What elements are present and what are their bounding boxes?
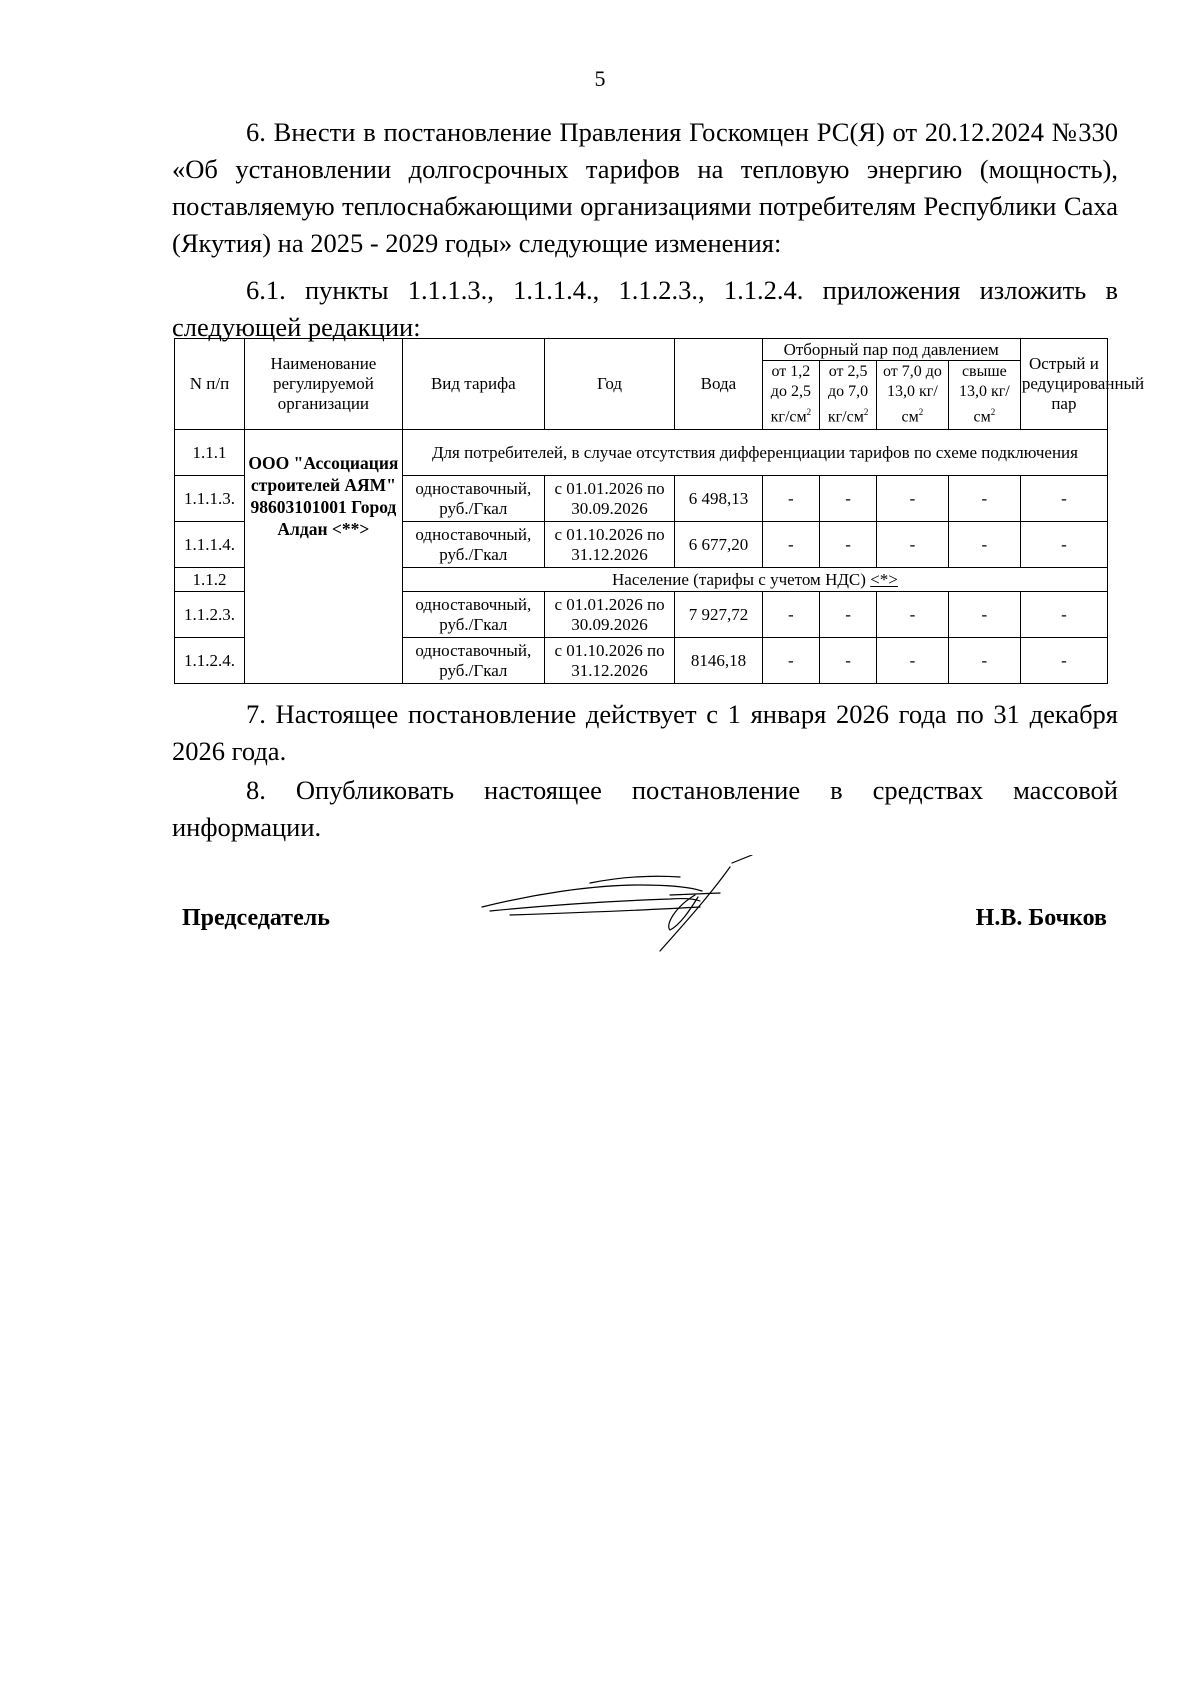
- footnote-link[interactable]: <*>: [870, 569, 898, 589]
- row-steam-3: -: [876, 522, 948, 568]
- row-num: 1.1.2.4.: [175, 638, 245, 684]
- row-num: 1.1.1.3.: [175, 476, 245, 522]
- row-steam-1: -: [762, 522, 820, 568]
- row-sharp-steam: -: [1020, 638, 1107, 684]
- section-title: Население (тарифы с учетом НДС) <*>: [402, 568, 1107, 592]
- row-steam-1: -: [762, 476, 820, 522]
- row-steam-2: -: [820, 476, 877, 522]
- row-water: 6 677,20: [675, 522, 762, 568]
- row-period: с 01.01.2026 по 30.09.2026: [544, 476, 675, 522]
- row-steam-2: -: [820, 638, 877, 684]
- row-steam-2: -: [820, 592, 877, 638]
- row-sharp-steam: -: [1020, 592, 1107, 638]
- row-steam-4: -: [948, 592, 1020, 638]
- row-steam-4: -: [948, 476, 1020, 522]
- section-row-1-1-1: [175, 430, 1108, 476]
- header-steam-group: Отборный пар под давлением: [762, 339, 1020, 361]
- paragraph-6-1-text: 6.1. пункты 1.1.1.3., 1.1.1.4., 1.1.2.3., 1.1.2.4. приложения изложить в следующей редакции:: [172, 275, 1118, 342]
- row-num: 1.1.1.4.: [175, 522, 245, 568]
- paragraph-7-text: 7. Настоящее постановление действует с 1 января 2026 года по 31 декабря 2026 года.: [172, 699, 1118, 766]
- paragraph-6: [172, 114, 1118, 262]
- row-water: 7 927,72: [675, 592, 762, 638]
- row-period: с 01.10.2026 по 31.12.2026: [544, 638, 675, 684]
- row-steam-4: -: [948, 522, 1020, 568]
- org-name: ООО "Ассоциация строителей АЯМ" 98603101001 Город Алдан <**>: [244, 430, 402, 684]
- header-org: Наименование регулируемой организации: [244, 339, 402, 430]
- row-tariff-type: одноставочный, руб./Гкал: [402, 592, 544, 638]
- section-num: 1.1.1: [175, 430, 245, 476]
- header-steam-4: свыше 13,0 $кг/см^2$: [948, 361, 1020, 430]
- section-num: 1.1.2: [175, 568, 245, 592]
- row-steam-1: -: [762, 592, 820, 638]
- row-sharp-steam: -: [1020, 522, 1107, 568]
- signer-name: Н.В. Бочков: [975, 905, 1107, 931]
- header-water: Вода: [675, 339, 762, 430]
- row-period: с 01.10.2026 по 31.12.2026: [544, 522, 675, 568]
- row-period: с 01.01.2026 по 30.09.2026: [544, 592, 675, 638]
- signer-title: Председатель: [182, 905, 330, 931]
- header-num: N п/п: [175, 339, 245, 430]
- row-steam-3: -: [876, 592, 948, 638]
- row-water: 6 498,13: [675, 476, 762, 522]
- header-year: Год: [544, 339, 675, 430]
- handwritten-signature: [470, 855, 790, 955]
- row-steam-2: -: [820, 522, 877, 568]
- header-steam-1: от 1,2 до 2,5 $кг/см^2$: [762, 361, 820, 430]
- section-title: Для потребителей, в случае отсутствия дифференциации тарифов по схеме подключения: [402, 430, 1107, 476]
- row-tariff-type: одноставочный, руб./Гкал: [402, 638, 544, 684]
- row-steam-3: -: [876, 638, 948, 684]
- page-number: 5: [594, 66, 606, 91]
- paragraph-7: [172, 696, 1118, 770]
- row-steam-3: -: [876, 476, 948, 522]
- row-steam-4: -: [948, 638, 1020, 684]
- header-tariff-type: Вид тарифа: [402, 339, 544, 430]
- paragraph-8-text: 8. Опубликовать настоящее постановление в средствах массовой информации.: [172, 775, 1118, 842]
- row-tariff-type: одноставочный, руб./Гкал: [402, 476, 544, 522]
- row-num: 1.1.2.3.: [175, 592, 245, 638]
- table-header-row: [175, 339, 1108, 361]
- header-sharp-steam: Острый и редуцированный пар: [1020, 339, 1107, 430]
- paragraph-6-text: 6. Внести в постановление Правления Госкомцен РС(Я) от 20.12.2024 №330 «Об установлении долгосрочных тарифов на тепловую энергию (мощность), поставляемую теплоснабжающими организациями потребителям Республики Саха (Якутия) на 2025 - 2029 годы» следующие изменения:: [172, 117, 1118, 258]
- header-steam-3: от 7,0 до 13,0 $кг/см^2$: [876, 361, 948, 430]
- header-steam-2: от 2,5 до 7,0 $кг/см^2$: [820, 361, 877, 430]
- row-water: 8146,18: [675, 638, 762, 684]
- row-sharp-steam: -: [1020, 476, 1107, 522]
- paragraph-6-1: [172, 272, 1118, 346]
- row-steam-1: -: [762, 638, 820, 684]
- row-tariff-type: одноставочный, руб./Гкал: [402, 522, 544, 568]
- paragraph-8: [172, 772, 1118, 846]
- tariff-table: [174, 338, 1145, 684]
